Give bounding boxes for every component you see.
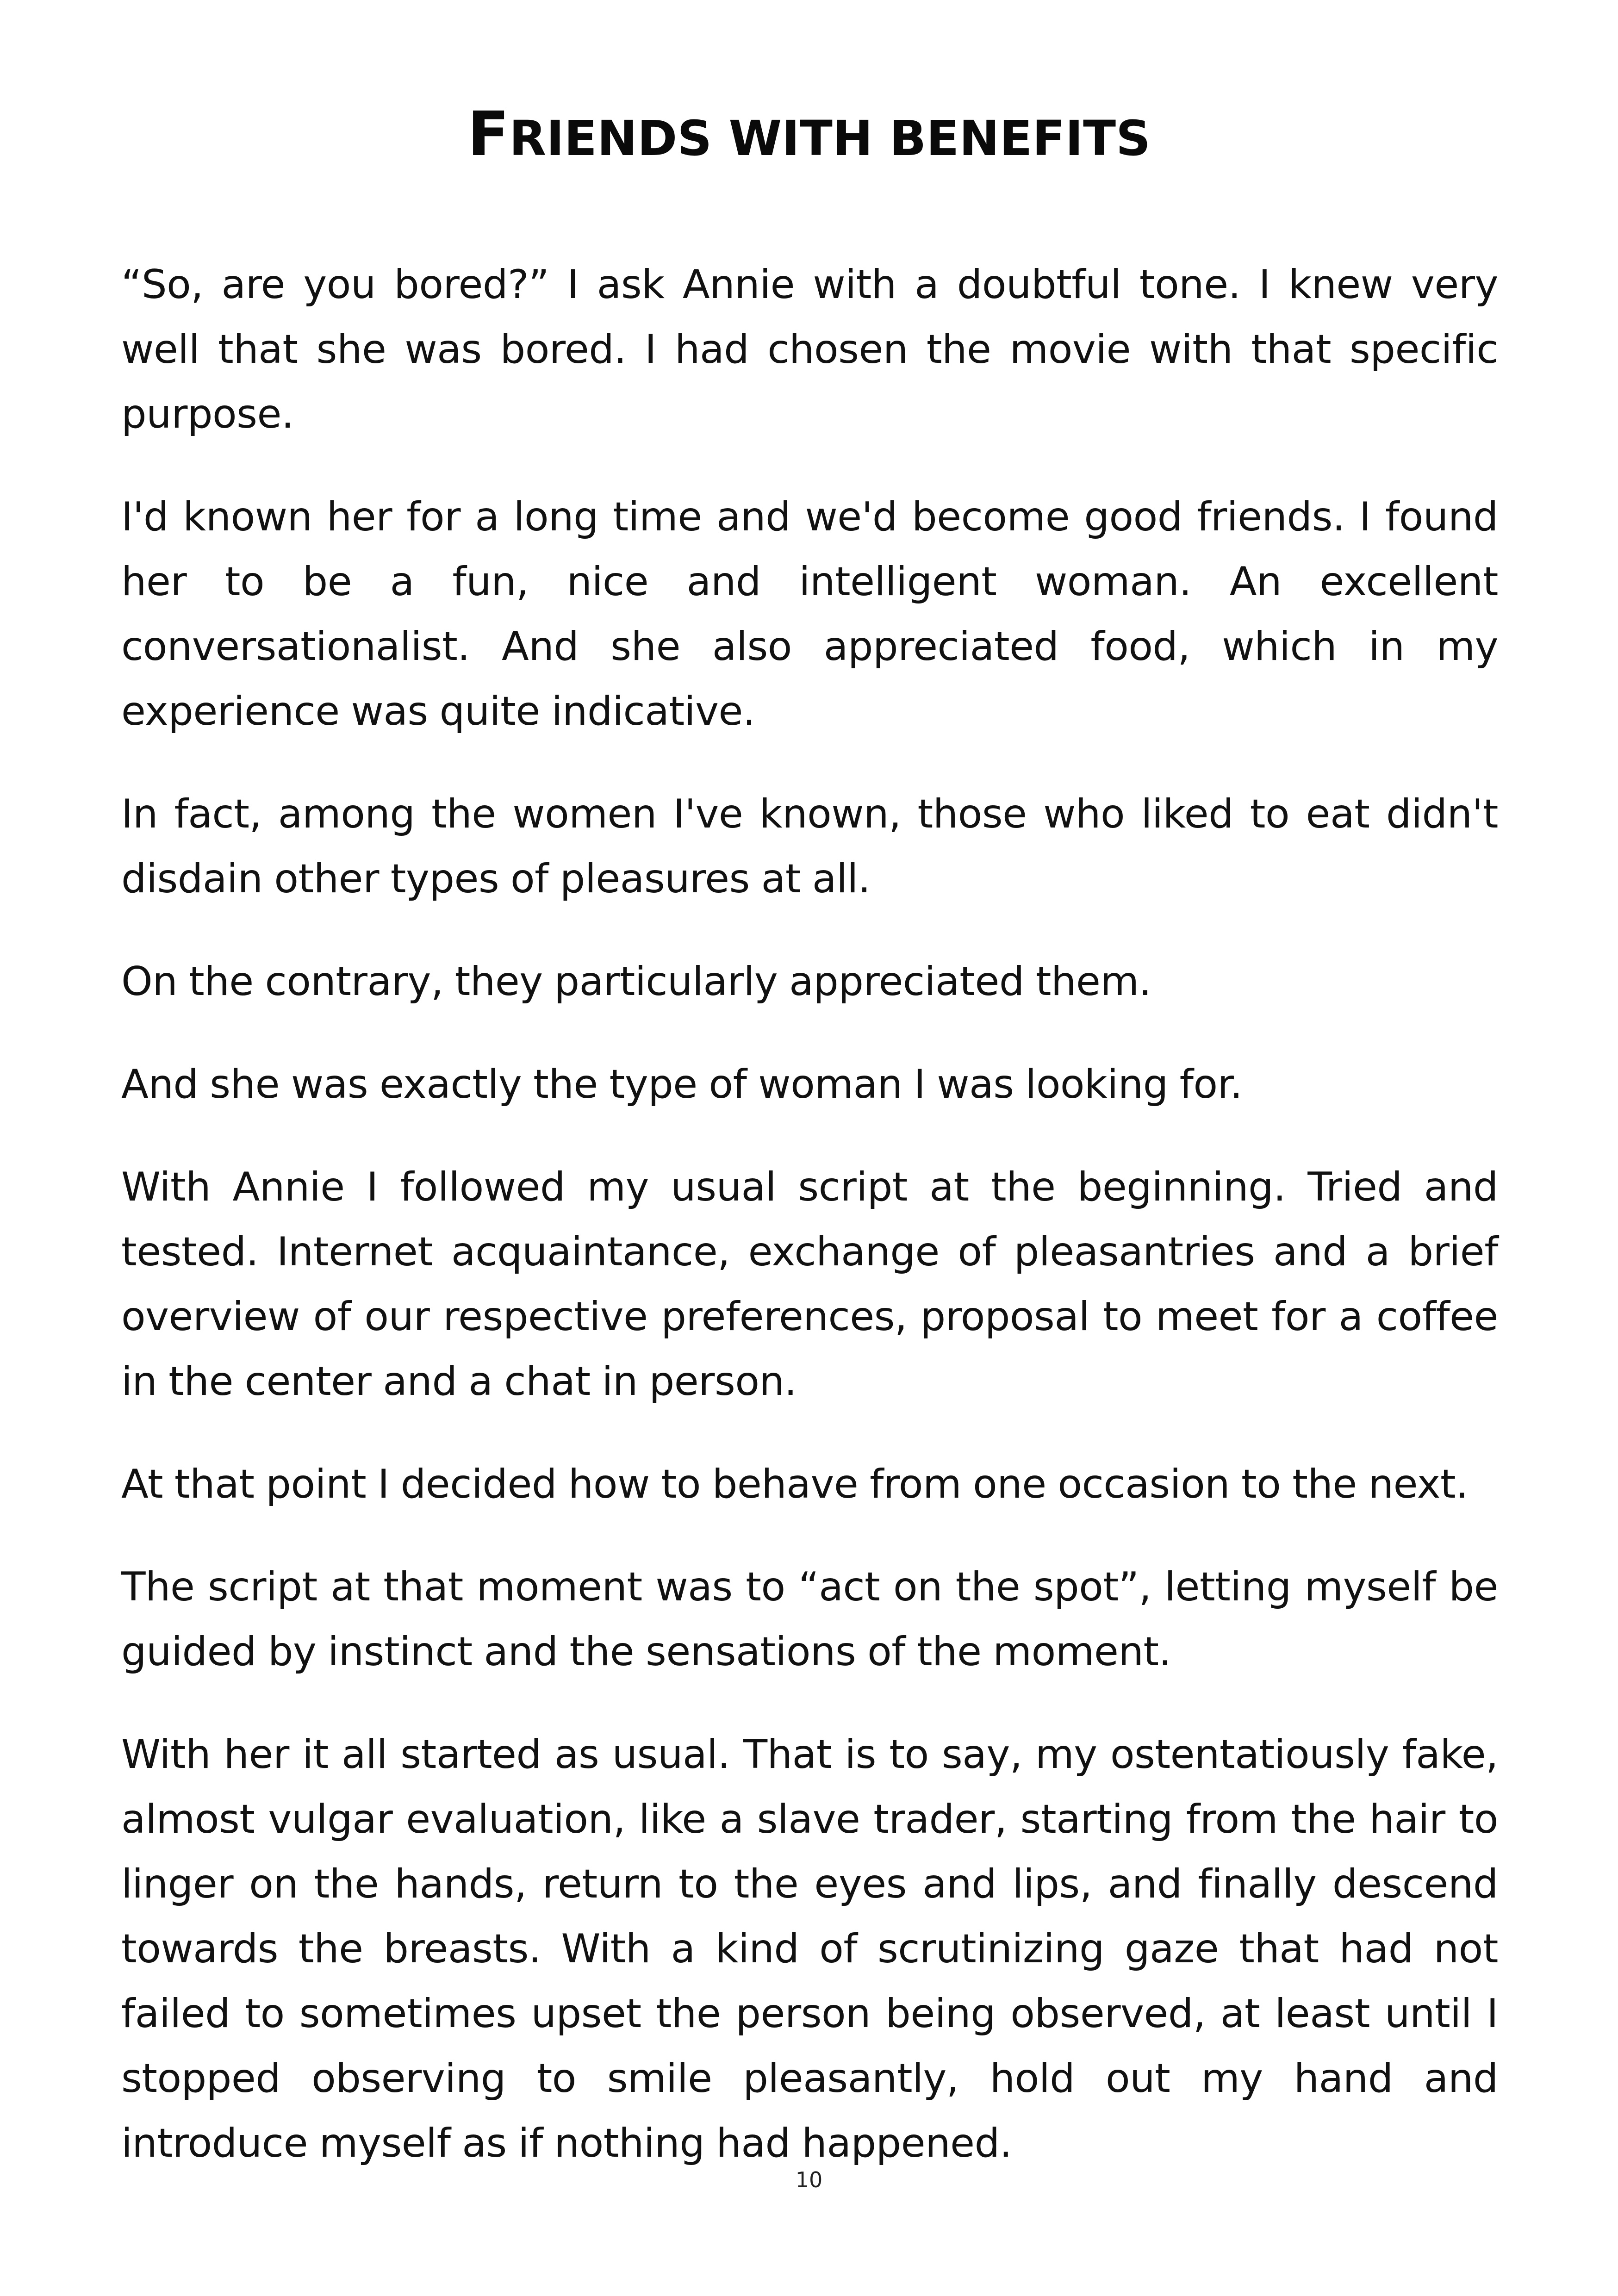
paragraph: At that point I decided how to behave from one occasion to the next. — [121, 1461, 1469, 1507]
page-number: 10 — [795, 2167, 823, 2192]
chapter-title-rest: RIENDS WITH BENEFITS — [509, 110, 1151, 167]
paragraph: The script at that moment was to “act on the spot”, letting myself be guided by instinct and the sensations of the moment. — [121, 1564, 1498, 1675]
paragraph: I'd known her for a long time and we'd become good friends. I found her to be a fun, nice and intelligent woman. An excellent conversationalist. And she also appreciated food, which in my experience was quite indicative. — [121, 494, 1498, 734]
chapter-body — [121, 252, 1498, 2214]
paragraph: “So, are you bored?” I ask Annie with a doubtful tone. I knew very well that she was bored. I had chosen the movie with that specific purpose. — [121, 261, 1498, 437]
paragraph: On the contrary, they particularly appreciated them. — [121, 958, 1151, 1005]
paragraph: In fact, among the women I've known, those who liked to eat didn't disdain other types of pleasures at all. — [121, 791, 1498, 902]
chapter-title — [0, 100, 1618, 173]
paragraph: With Annie I followed my usual script at the beginning. Tried and tested. Internet acquaintance, exchange of pleasantries and a brief overview of our respective preferences, proposal to meet for a coffee in the center and a chat in person. — [121, 1164, 1498, 1405]
chapter-title-initial: F — [467, 99, 510, 170]
paragraph: And she was exactly the type of woman I was looking for. — [121, 1061, 1243, 1108]
paragraph: With her it all started as usual. That is to say, my ostentatiously fake, almost vulgar evaluation, like a slave trader, starting from the hair to linger on the hands, return to the eyes and lips, and finally descend towards the breasts. With a kind of scrutinizing gaze that had not failed to sometimes upset the person being observed, at least until I stopped observing to smile pleasantly, hold out my hand and introduce myself as if nothing had happened. — [121, 1731, 1498, 2166]
